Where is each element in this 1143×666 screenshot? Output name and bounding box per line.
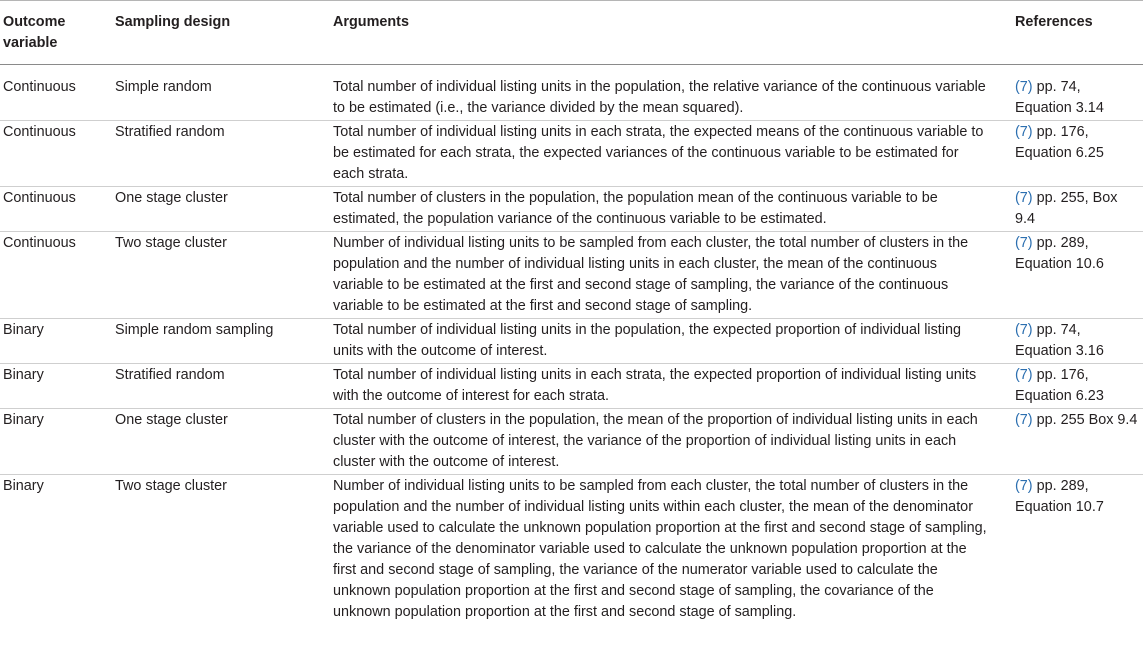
cell-arguments: Total number of individual listing units in each strata, the expected proportion of individual listing units with the outcome of interest for each strata. [333, 367, 977, 404]
cell-design: Stratified random [115, 124, 225, 140]
table-row [0, 121, 1143, 187]
cell-design: Stratified random [115, 367, 225, 383]
cell-reference [1010, 364, 1143, 409]
cell-arguments: Total number of clusters in the population, the population mean of the continuous variable to be estimated, the population variance of the continuous variable to be estimated. [333, 190, 938, 227]
cell-arguments: Number of individual listing units to be sampled from each cluster, the total number of clusters in the population and the number of individual listing units within each cluster, the mean of the denominator variable used to calculate the unknown population proportion at the first and second stage of sampling, the variance of the denominator variable used to calculate the unknown population proportion at the first and second stage of sampling, the variance of the numerator variable used to calculate the unknown population proportion at the first and second stage of sampling, the covariance of the unknown population proportion at the first and second stage of sampling. [333, 478, 987, 620]
cell-design: One stage cluster [115, 412, 228, 428]
table-row [0, 409, 1143, 475]
table-body [0, 65, 1143, 625]
citation-link[interactable]: (7) [1015, 79, 1033, 95]
header-outcome-variable: Outcome variable [3, 14, 66, 51]
cell-arguments: Number of individual listing units to be sampled from each cluster, the total number of clusters in the population and the number of individual listing units in each cluster, the mean of the continuous variable to be estimated at the first and second stage of sampling, the variance of the continuous variable to be estimated at the first and second stage of sampling. [333, 235, 969, 314]
citation-link[interactable]: (7) [1015, 190, 1033, 206]
citation-link[interactable]: (7) [1015, 367, 1033, 383]
table-row [0, 319, 1143, 364]
cell-design: Simple random sampling [115, 322, 274, 338]
cell-outcome: Continuous [3, 124, 76, 140]
reference-text: pp. 74, Equation 3.14 [1015, 79, 1104, 116]
reference-text: pp. 289, Equation 10.6 [1015, 235, 1104, 272]
citation-link[interactable]: (7) [1015, 322, 1033, 338]
cell-design: One stage cluster [115, 190, 228, 206]
cell-outcome: Binary [3, 412, 44, 428]
citation-link[interactable]: (7) [1015, 235, 1033, 251]
reference-text: pp. 74, Equation 3.16 [1015, 322, 1104, 359]
cell-reference [1010, 319, 1143, 364]
cell-arguments: Total number of clusters in the population, the mean of the proportion of individual listing units in each cluster with the outcome of interest, the variance of the proportion of individual listing units in each cluster with the outcome of interest. [333, 412, 978, 470]
cell-arguments: Total number of individual listing units in the population, the relative variance of the continuous variable to be estimated (i.e., the variance divided by the mean squared). [333, 79, 986, 116]
cell-outcome: Continuous [3, 235, 76, 251]
table-row [0, 187, 1143, 232]
cell-outcome: Continuous [3, 79, 76, 95]
table-row [0, 364, 1143, 409]
cell-outcome: Binary [3, 367, 44, 383]
cell-arguments: Total number of individual listing units in each strata, the expected means of the continuous variable to be estimated for each strata, the expected variances of the continuous variable to be estimated for each strata. [333, 124, 984, 182]
citation-link[interactable]: (7) [1015, 478, 1033, 494]
reference-text: pp. 255, Box 9.4 [1015, 190, 1118, 227]
cell-reference [1010, 475, 1143, 625]
citation-link[interactable]: (7) [1015, 412, 1033, 428]
header-references: References [1015, 14, 1093, 30]
cell-reference [1010, 409, 1143, 475]
header-arguments: Arguments [333, 14, 409, 30]
cell-reference [1010, 65, 1143, 121]
citation-link[interactable]: (7) [1015, 124, 1033, 140]
table-row [0, 232, 1143, 319]
cell-outcome: Binary [3, 322, 44, 338]
reference-text: pp. 176, Equation 6.25 [1015, 124, 1104, 161]
reference-text: pp. 255 Box 9.4 [1032, 412, 1138, 428]
cell-arguments: Total number of individual listing units in the population, the expected proportion of individual listing units with the outcome of interest. [333, 322, 961, 359]
cell-design: Two stage cluster [115, 235, 227, 251]
cell-reference [1010, 232, 1143, 319]
table-row [0, 65, 1143, 121]
cell-outcome: Binary [3, 478, 44, 494]
reference-text: pp. 176, Equation 6.23 [1015, 367, 1104, 404]
table-row [0, 475, 1143, 625]
cell-outcome: Continuous [3, 190, 76, 206]
cell-reference [1010, 121, 1143, 187]
header-row [0, 1, 1143, 65]
cell-reference [1010, 187, 1143, 232]
cell-design: Two stage cluster [115, 478, 227, 494]
cell-design: Simple random [115, 79, 212, 95]
table-header [0, 1, 1143, 65]
reference-text: pp. 289, Equation 10.7 [1015, 478, 1104, 515]
header-sampling-design: Sampling design [115, 14, 231, 30]
